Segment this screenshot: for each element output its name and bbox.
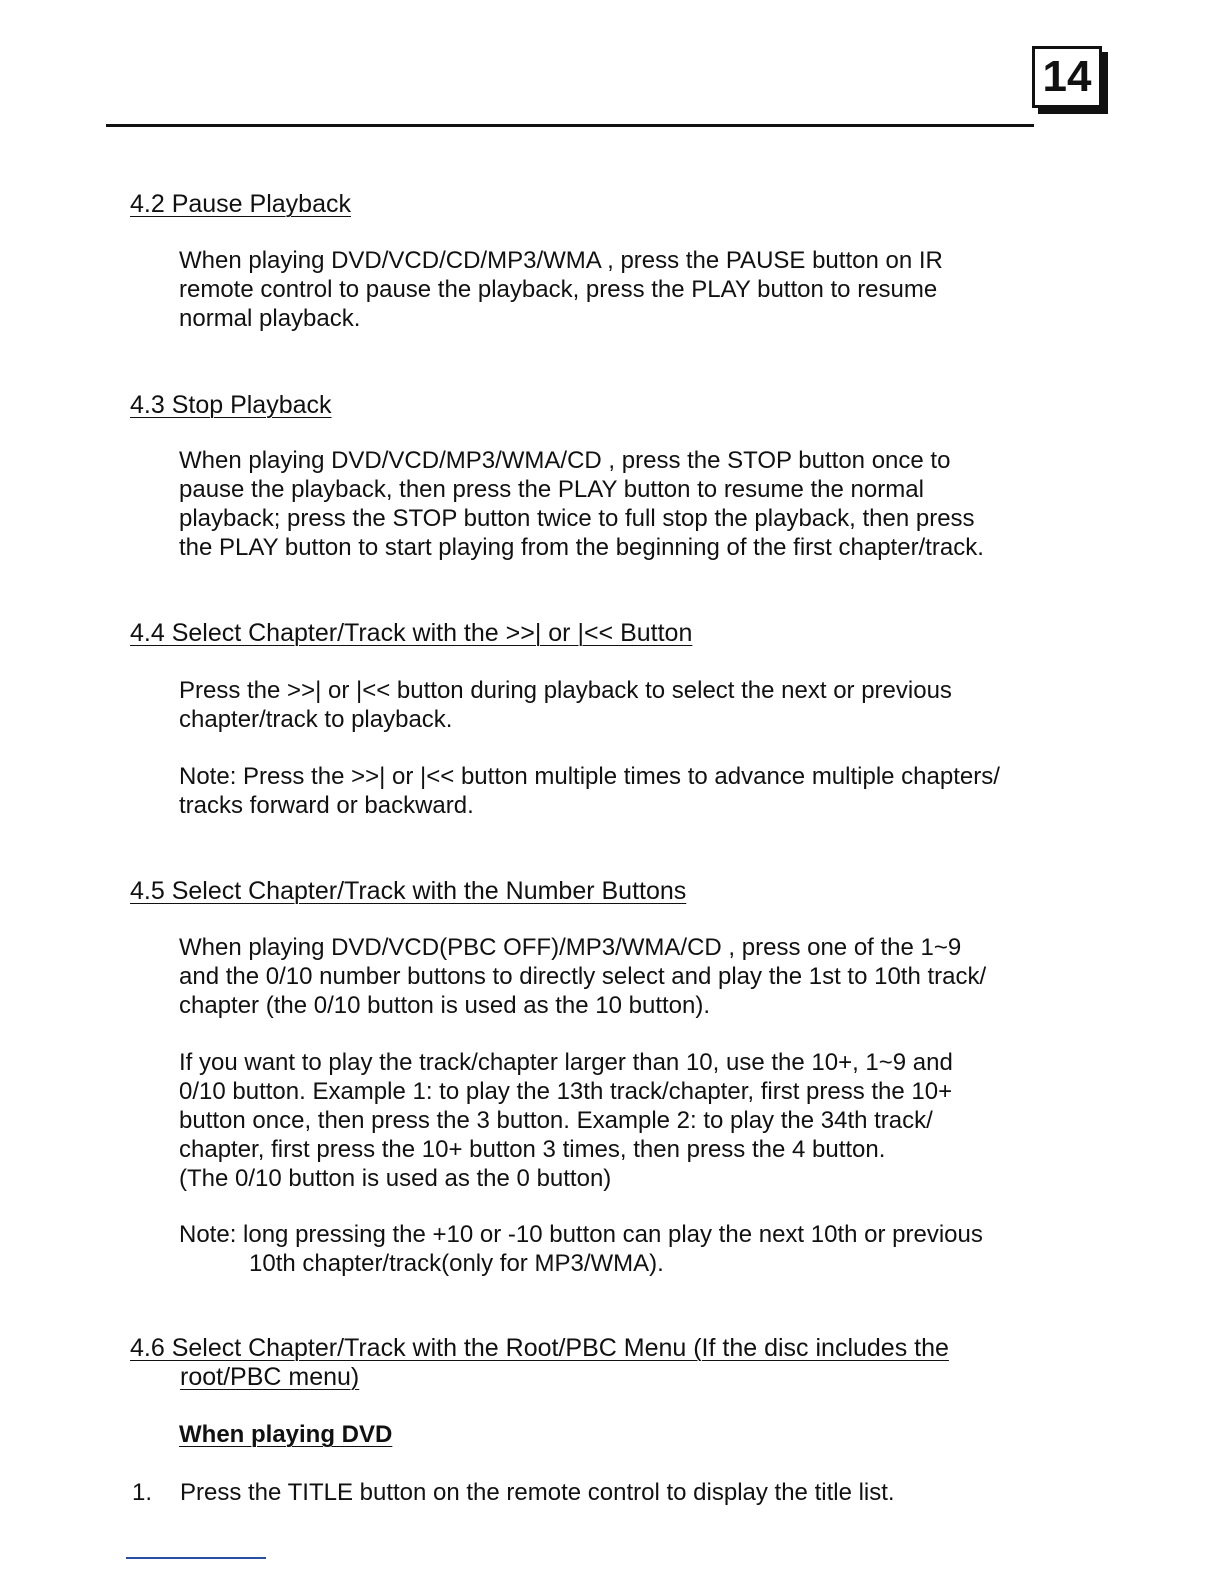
section-heading-stop: 4.3 Stop Playback [130, 391, 332, 419]
text-line: chapter (the 0/10 button is used as the 10 button). [179, 992, 711, 1019]
section-body-number-buttons [179, 933, 1124, 1020]
subheading-when-playing-dvd: When playing DVD [179, 1421, 393, 1448]
text-line: the PLAY button to start playing from the beginning of the first chapter/track. [179, 534, 984, 561]
text-line: tracks forward or backward. [179, 792, 474, 819]
text-line: When playing DVD/VCD/MP3/WMA/CD , press the STOP button once to [179, 447, 951, 474]
section-note-number-buttons [179, 1220, 1124, 1278]
text-line: 0/10 button. Example 1: to play the 13th track/chapter, first press the 10+ [179, 1078, 953, 1105]
text-line: When playing DVD/VCD/CD/MP3/WMA , press the PAUSE button on IR [179, 247, 943, 274]
text-line: and the 0/10 number buttons to directly select and play the 1st to 10th track/ [179, 963, 987, 990]
text-line: remote control to pause the playback, press the PLAY button to resume [179, 276, 938, 303]
text-line: Note: long pressing the +10 or -10 button can play the next 10th or previous [179, 1221, 983, 1248]
text-line: (The 0/10 button is used as the 0 button) [179, 1165, 612, 1192]
text-line: When playing DVD/VCD(PBC OFF)/MP3/WMA/CD , press one of the 1~9 [179, 934, 962, 961]
section-heading-root-menu [130, 1334, 949, 1392]
list-number: 1. [132, 1479, 153, 1506]
text-line: playback; press the STOP button twice to full stop the playback, then press [179, 505, 975, 532]
footer-rule [126, 1557, 266, 1559]
text-line: Note: Press the >>| or |<< button multiple times to advance multiple chapters/ [179, 763, 1000, 790]
header-rule [106, 124, 1034, 127]
text-line: If you want to play the track/chapter larger than 10, use the 10+, 1~9 and [179, 1049, 953, 1076]
page-number: 14 [1032, 46, 1102, 108]
text-line: button once, then press the 3 button. Example 2: to play the 34th track/ [179, 1107, 933, 1134]
section-body2-number-buttons [179, 1048, 1124, 1193]
text-line: chapter/track to playback. [179, 706, 453, 733]
section-note-skip [179, 762, 1124, 820]
list-item [132, 1478, 895, 1507]
text-line: normal playback. [179, 305, 361, 332]
section-heading-skip: 4.4 Select Chapter/Track with the >>| or |<< Button [130, 619, 693, 647]
text-line: 10th chapter/track(only for MP3/WMA). [249, 1250, 664, 1277]
section-body-pause [179, 246, 1124, 333]
section-body-stop [179, 446, 1124, 562]
text-line: chapter, first press the 10+ button 3 times, then press the 4 button. [179, 1136, 886, 1163]
heading-line: root/PBC menu) [180, 1363, 360, 1391]
text-line: pause the playback, then press the PLAY button to resume the normal [179, 476, 924, 503]
list-text: Press the TITLE button on the remote control to display the title list. [180, 1479, 895, 1506]
text-line: Press the >>| or |<< button during playback to select the next or previous [179, 677, 952, 704]
section-heading-pause: 4.2 Pause Playback [130, 190, 351, 218]
section-heading-number-buttons: 4.5 Select Chapter/Track with the Number Buttons [130, 877, 687, 905]
heading-line: 4.6 Select Chapter/Track with the Root/PBC Menu (If the disc includes the [130, 1334, 949, 1362]
section-body-skip [179, 676, 1124, 734]
